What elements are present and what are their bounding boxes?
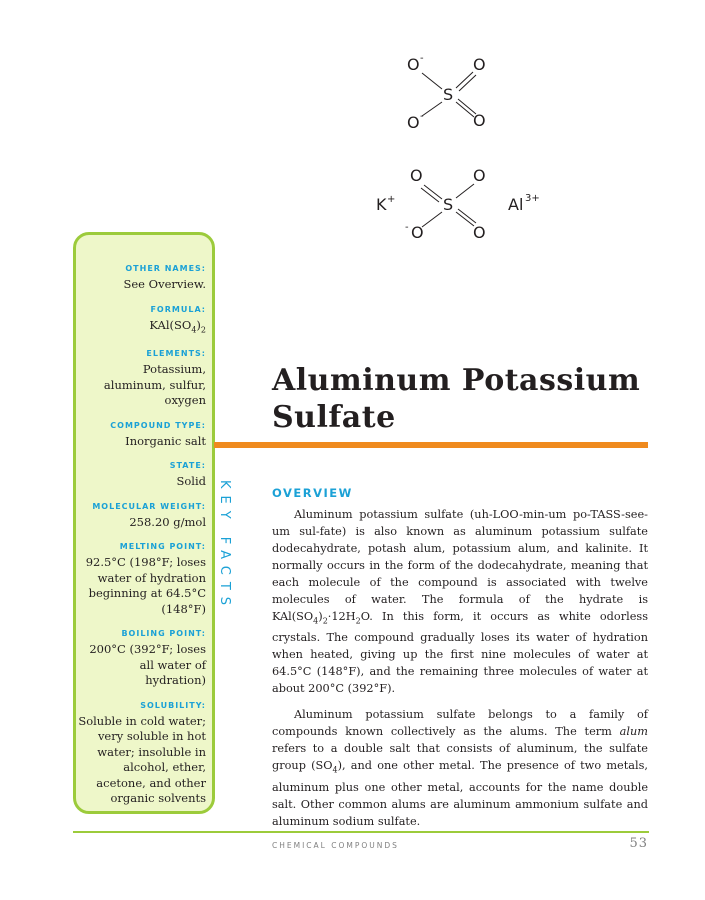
fact-state — [78, 461, 206, 490]
fact-label: MELTING POINT: — [119, 542, 206, 552]
overview-heading: OVERVIEW — [272, 486, 353, 500]
subscript: 4 — [313, 616, 319, 626]
page-title: Aluminum Potassium Sulfate — [272, 363, 641, 435]
fact-compound-type — [78, 421, 206, 450]
fact-label: MOLECULAR WEIGHT: — [92, 501, 206, 511]
fact-label: STATE: — [169, 461, 206, 471]
aluminum-ion: Al — [508, 195, 524, 214]
oxygen-atom: O — [473, 223, 486, 242]
fact-molecular-weight — [78, 502, 206, 531]
fact-solubility — [78, 701, 206, 807]
fact-value: Soluble in cold water; very soluble in hot water; insoluble in alcohol, ether, acetone, and other organic solvents — [78, 713, 206, 806]
fact-label: SOLUBILITY: — [140, 700, 206, 710]
fact-elements — [78, 349, 206, 409]
fact-label: FORMULA: — [150, 304, 206, 314]
oxygen-atom: O — [411, 223, 424, 242]
bond — [422, 102, 442, 116]
chemical-structure — [360, 40, 590, 250]
sulfur-atom: S — [443, 195, 454, 214]
fact-value: Solid — [176, 474, 206, 489]
subscript: 2 — [355, 616, 361, 626]
fact-value: Potassium, aluminum, sulfur, oxygen — [103, 362, 206, 408]
fact-label: ELEMENTS: — [146, 349, 206, 359]
charge-label: 3+ — [525, 193, 540, 204]
fact-boiling-point — [78, 629, 206, 689]
oxygen-atom: O — [473, 111, 486, 130]
title-divider — [214, 442, 648, 448]
charge-label: - — [405, 222, 409, 233]
bond — [422, 73, 442, 89]
charge-label: - — [420, 53, 424, 64]
footer-book-title: CHEMICAL COMPOUNDS — [272, 841, 399, 850]
formula-part: ) — [196, 317, 201, 332]
bond — [456, 184, 474, 198]
text-run: Aluminum potassium sulfate belongs to a family of compounds known collectively as the alums. The term — [272, 708, 648, 739]
sulfate-ion-top — [407, 53, 486, 132]
bond — [422, 212, 442, 227]
emphasis-term: alum — [619, 725, 648, 739]
sulfate-ion-bottom — [376, 166, 540, 242]
fact-value: 92.5°C (198°F; loses water of hydration beginning at 64.5°C (148°F) — [85, 555, 206, 616]
fact-value: Inorganic salt — [125, 433, 206, 448]
page-number: 53 — [629, 836, 648, 851]
fact-label: COMPOUND TYPE: — [110, 420, 206, 430]
fact-melting-point — [78, 542, 206, 617]
text-run: ) — [318, 610, 323, 623]
text-run: ), and one other metal. The presence of two metals, aluminum plus one other metal, accounts for the name double salt. Other common alums are aluminum ammonium sulfate and aluminum sodium sulfate. — [272, 759, 648, 828]
fact-formula — [78, 305, 206, 338]
charge-label: + — [387, 194, 396, 205]
formula-subscript: 2 — [200, 324, 206, 334]
overview-body — [272, 506, 648, 839]
fact-value-formula — [78, 318, 206, 338]
text-run: O. In this form, it occurs as white odorless crystals. The compound gradually loses its water of hydration when heated, giving up the first nine molecules of water at 64.5°C (148°F), and the remaining three molecules of water at about 200°C (392°F). — [272, 610, 648, 696]
key-facts-list — [78, 264, 206, 819]
fact-value: See Overview. — [123, 277, 206, 291]
sulfate-structure-diagram — [360, 40, 590, 250]
subscript: 2 — [322, 616, 328, 626]
footer-divider — [73, 831, 649, 833]
potassium-ion: K — [376, 195, 387, 214]
formula-part: KAl(SO — [149, 317, 192, 332]
fact-value: 258.20 g/mol — [129, 514, 206, 529]
text-run: ·12H — [327, 610, 356, 623]
subscript: 4 — [332, 765, 338, 775]
text-run: refers to a double salt that consists of aluminum, the sulfate group (SO — [272, 742, 648, 773]
oxygen-atom: O — [407, 55, 420, 74]
charge-label: - — [420, 111, 424, 122]
fact-other-names — [78, 264, 206, 293]
fact-label: BOILING POINT: — [121, 629, 206, 639]
paragraph — [272, 506, 648, 697]
oxygen-atom: O — [473, 166, 486, 185]
paragraph — [272, 706, 648, 829]
oxygen-atom: O — [473, 55, 486, 74]
text-run: Aluminum potassium sulfate (uh-LOO-min-um po-TASS-see-um sul-fate) is also known as aluminum potassium sulfate dodecahydrate, potash alum, potassium alum, and kalinite. It normally occurs in the form of the dodecahydrate, meaning that each molecule of the compound is associated with twelve molecules of water. The formula of the hydrate is KAl(SO — [272, 508, 648, 623]
oxygen-atom: O — [410, 166, 423, 185]
fact-label: OTHER NAMES: — [125, 264, 206, 273]
sulfur-atom: S — [443, 85, 454, 104]
formula-subscript: 4 — [191, 324, 197, 334]
key-facts-vertical-label: KEY FACTS — [217, 480, 232, 613]
fact-value: 200°C (392°F; loses all water of hydration) — [89, 642, 206, 688]
oxygen-atom: O — [407, 113, 420, 132]
